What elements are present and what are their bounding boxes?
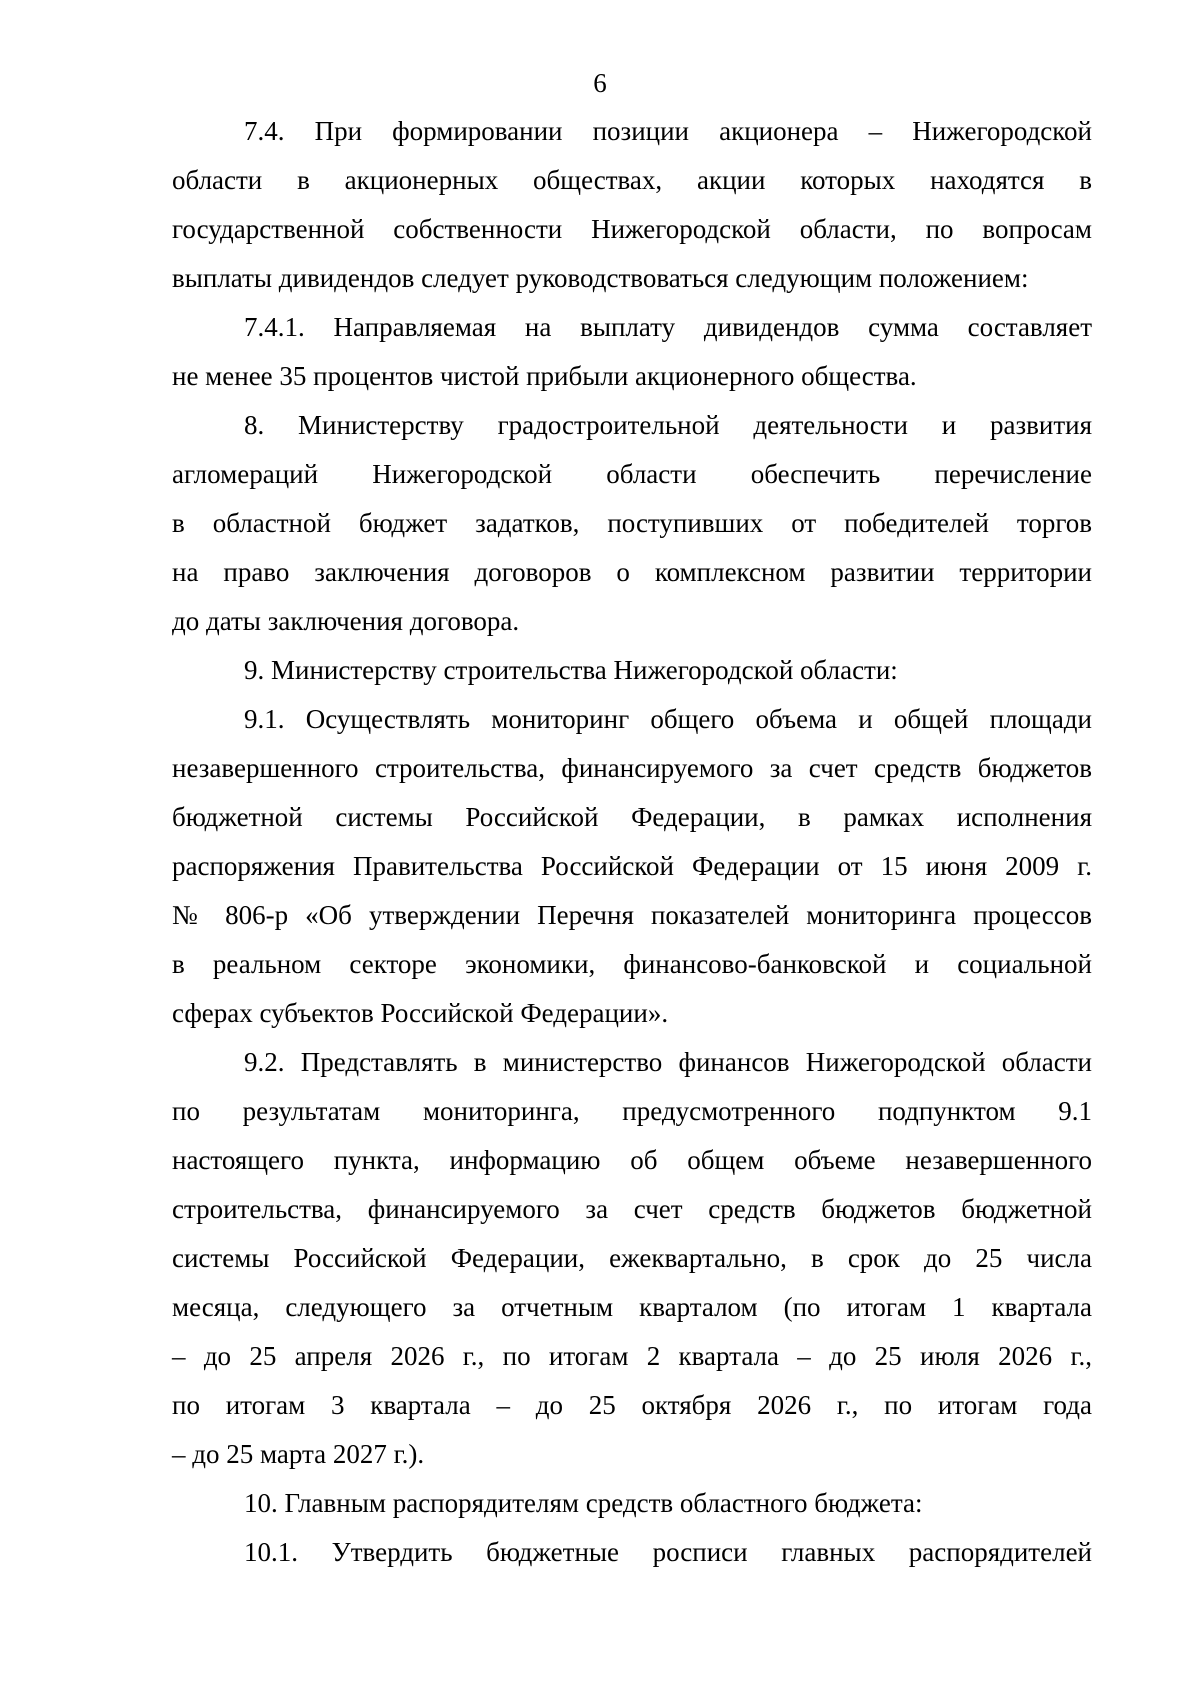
text-line: выплаты дивидендов следует руководствоваться следующим положением:: [172, 263, 1029, 293]
paragraph-first-line: 10. Главным распорядителям средств областного бюджета:: [244, 1488, 923, 1518]
text-line: по итогам 3 квартала – до 25 октября 2026 г., по итогам года: [172, 1390, 1092, 1420]
paragraph-first-line: 9. Министерству строительства Нижегородской области:: [244, 655, 898, 685]
text-line: № 806-р «Об утверждении Перечня показателей мониторинга процессов: [172, 900, 1092, 930]
text-line: распоряжения Правительства Российской Федерации от 15 июня 2009 г.: [172, 851, 1092, 881]
text-line: строительства, финансируемого за счет средств бюджетов бюджетной: [172, 1194, 1092, 1224]
text-line: государственной собственности Нижегородской области, по вопросам: [172, 214, 1092, 244]
text-line: не менее 35 процентов чистой прибыли акционерного общества.: [172, 361, 917, 391]
text-line: месяца, следующего за отчетным кварталом (по итогам 1 квартала: [172, 1292, 1092, 1322]
text-line: настоящего пункта, информацию об общем объеме незавершенного: [172, 1145, 1092, 1175]
paragraph-first-line: 8. Министерству градостроительной деятельности и развития: [244, 410, 1092, 440]
text-line: в реальном секторе экономики, финансово-банковской и социальной: [172, 949, 1092, 979]
text-line: системы Российской Федерации, ежеквартально, в срок до 25 числа: [172, 1243, 1092, 1273]
text-line: до даты заключения договора.: [172, 606, 520, 636]
text-line: в областной бюджет задатков, поступивших от победителей торгов: [172, 508, 1092, 538]
paragraph-first-line: 9.1. Осуществлять мониторинг общего объема и общей площади: [244, 704, 1092, 734]
page-number: 6: [593, 68, 607, 98]
text-line: области в акционерных обществах, акции которых находятся в: [172, 165, 1092, 195]
text-line: по результатам мониторинга, предусмотренного подпунктом 9.1: [172, 1096, 1092, 1126]
text-line: на право заключения договоров о комплексном развитии территории: [172, 557, 1092, 587]
document-body: [172, 107, 1092, 1577]
text-line: – до 25 апреля 2026 г., по итогам 2 квартала – до 25 июля 2026 г.,: [172, 1341, 1092, 1371]
text-line: агломераций Нижегородской области обеспечить перечисление: [172, 459, 1092, 489]
text-line: бюджетной системы Российской Федерации, в рамках исполнения: [172, 802, 1092, 832]
paragraph-first-line: 7.4. При формировании позиции акционера – Нижегородской: [244, 116, 1092, 146]
paragraph-first-line: 7.4.1. Направляемая на выплату дивидендов сумма составляет: [244, 312, 1092, 342]
paragraph-first-line: 9.2. Представлять в министерство финансов Нижегородской области: [244, 1047, 1092, 1077]
paragraph-first-line: 10.1. Утвердить бюджетные росписи главных распорядителей: [244, 1537, 1092, 1567]
text-line: – до 25 марта 2027 г.).: [172, 1439, 425, 1469]
text-line: сферах субъектов Российской Федерации».: [172, 998, 669, 1028]
text-line: незавершенного строительства, финансируемого за счет средств бюджетов: [172, 753, 1092, 783]
